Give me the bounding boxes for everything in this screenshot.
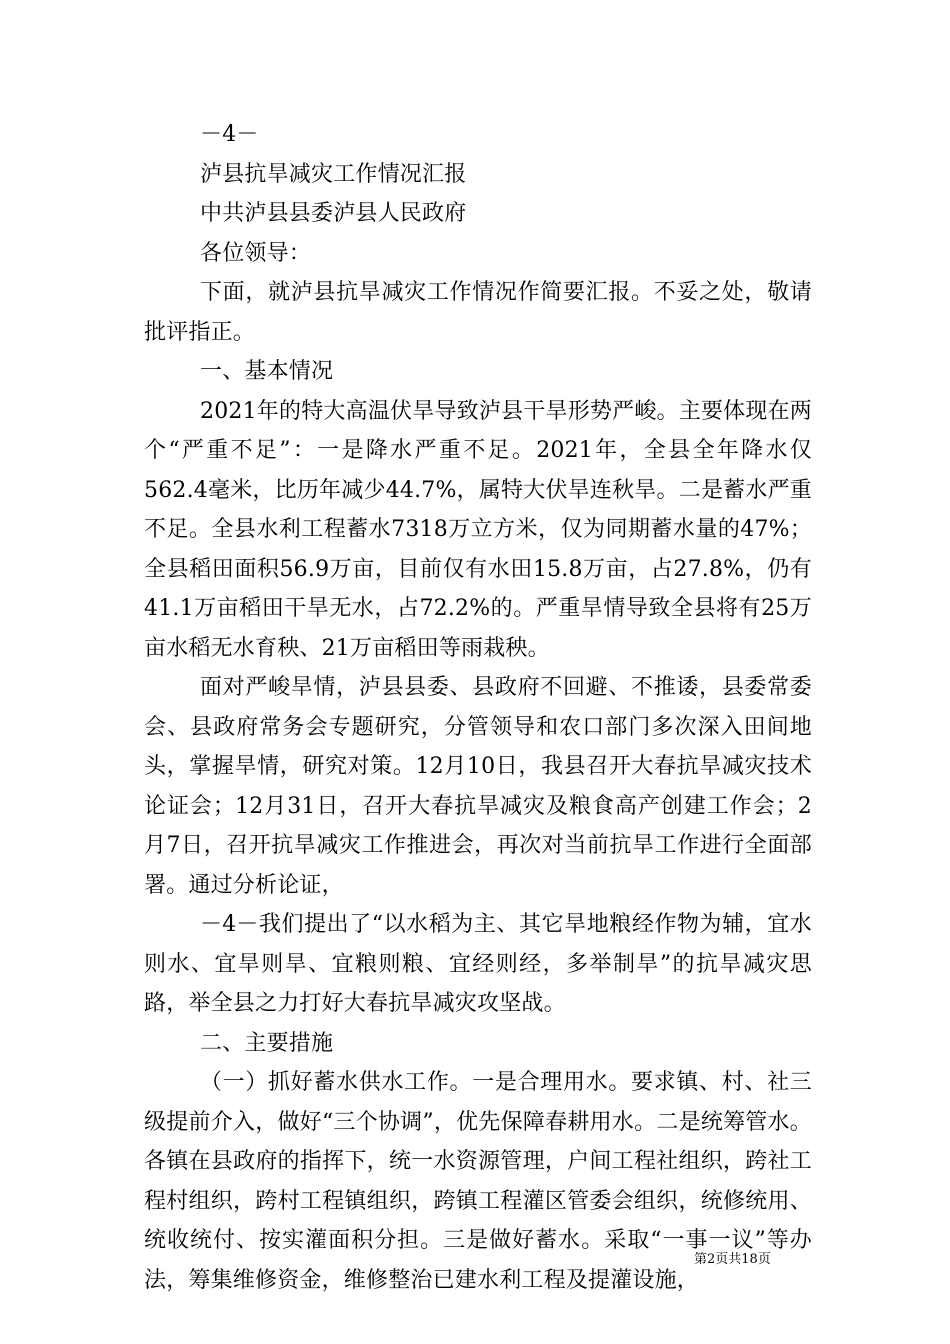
document-title: 泸县抗旱减灾工作情况汇报 xyxy=(200,161,467,187)
paragraph-strategy: －4－我们提出了“以水稻为主、其它旱地粮经作物为辅，宜水则水、宜旱则旱、宜粮则粮、宜经则经，多举制旱”的抗旱减灾思路，举全县之力打好大春抗旱减灾攻坚战。 xyxy=(144,912,812,1016)
issuer-line: 中共泸县县委泸县人民政府 xyxy=(200,201,467,226)
document-body xyxy=(144,115,812,1300)
paragraph-drought-situation: 2021年的特大高温伏旱导致泸县干旱形势严峻。主要体现在两个“严重不足”：一是降水严重不足。2021年，全县全年降水仅562.4毫米，比历年减少44.7%，属特大伏旱连秋旱。二是蓄水严重不足。全县水利工程蓄水7318万立方米，仅为同期蓄水量的47%；全县稻田面积56.9万亩，目前仅有水田15.8万亩，占27.8%，仍有41.1万亩稻田干旱无水，占72.2%的。严重旱情导致全县将有25万亩水稻无水育秧、21万亩稻田等雨栽秧。 xyxy=(144,398,812,661)
paragraph-water-storage: （一）抓好蓄水供水工作。一是合理用水。要求镇、村、社三级提前介入，做好“三个协调”，优先保障春耕用水。二是统筹管水。各镇在县政府的指挥下，统一水资源管理，户间工程社组织，跨社工程村组织，跨村工程镇组织，跨镇工程灌区管委会组织，统修统用、统收统付、按实灌面积分担。三是做好蓄水。采取“一事一议”等办法，筹集维修资金，维修整治已建水利工程及提灌设施， xyxy=(144,1070,812,1293)
intro-paragraph: 下面，就泸县抗旱减灾工作情况作简要汇报。不妥之处，敬请批评指正。 xyxy=(144,280,812,345)
section-heading-measures: 二、主要措施 xyxy=(200,1030,334,1056)
page-marker: －4－ xyxy=(200,122,259,147)
section-heading-basic: 一、基本情况 xyxy=(200,359,334,384)
salutation: 各位领导： xyxy=(200,240,312,266)
paragraph-response: 面对严峻旱情，泸县县委、县政府不回避、不推诿，县委常委会、县政府常务会专题研究，分管领导和农口部门多次深入田间地头，掌握旱情，研究对策。12月10日，我县召开大春抗旱减灾技术论证会；12月31日，召开大春抗旱减灾及粮食高产创建工作会；2月7日，召开抗旱减灾工作推进会，再次对当前抗旱工作进行全面部署。通过分析论证， xyxy=(144,675,812,898)
page-number-footer: 第2页共18页 xyxy=(694,1252,771,1267)
